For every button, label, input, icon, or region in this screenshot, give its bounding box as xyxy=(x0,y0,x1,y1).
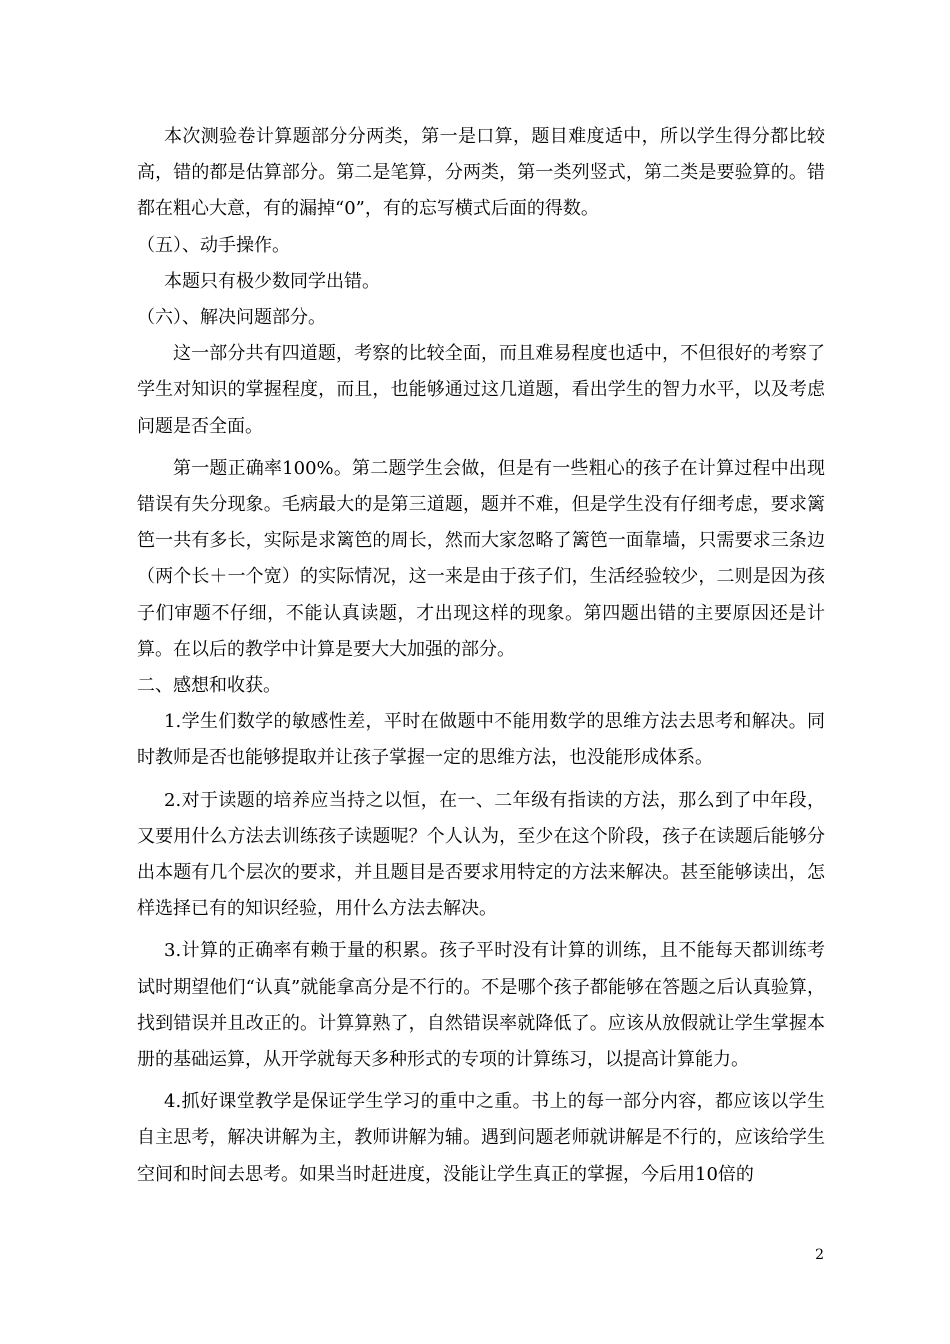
heading-problem-solving: （六）、解决问题部分。 xyxy=(137,307,326,329)
paragraph-problem-overview: 这一部分共有四道题，考察的比较全面，而且难易程度也适中，不但很好的考察了学生对知识的掌握程度，而且，也能够通过这几道题，看出学生的智力水平，以及考虑问题是否全面。 xyxy=(137,343,825,437)
paragraph-reflection-2: 2.对于读题的培养应当持之以恒，在一、二年级有指读的方法，那么到了中年段，又要用什么方法去训练孩子读题呢？个人认为，至少在这个阶段，孩子在读题后能够分出本题有几个层次的要求，并且题目是否要求用特定的方法来解决。甚至能够读出，怎样选择已有的知识经验，用什么方法去解决。 xyxy=(137,789,825,920)
paragraph-reflection-1: 1.学生们数学的敏感性差，平时在做题中不能用数学的思维方法去思考和解决。同时教师是否也能够提取并让孩子掌握一定的思维方法，也没能形成体系。 xyxy=(137,711,825,769)
heading-reflections: 二、感想和收获。 xyxy=(137,675,281,697)
paragraph-problem-details: 第一题正确率100%。第二题学生会做，但是有一些粗心的孩子在计算过程中出现错误有失分现象。毛病最大的是第三道题，题并不难，但是学生没有仔细考虑，要求篱笆一共有多长，实际是求篱笆的周长，然而大家忽略了篱笆一面靠墙，只需要求三条边（两个长＋一个宽）的实际情况，这一来是由于孩子们，生活经验较少，二则是因为孩子们审题不仔细，不能认真读题，才出现这样的现象。第四题出错的主要原因还是计算。在以后的教学中计算是要大大加强的部分。 xyxy=(137,457,825,660)
page-number: 2 xyxy=(815,1247,824,1263)
paragraph-reflection-4: 4.抓好课堂教学是保证学生学习的重中之重。书上的每一部分内容，都应该以学生自主思考，解决讲解为主，教师讲解为辅。遇到问题老师就讲解是不行的，应该给学生空间和时间去思考。如果当时赶进度，没能让学生真正的掌握，今后用10倍的 xyxy=(137,1091,825,1185)
document-body xyxy=(137,119,825,1193)
paragraph-reflection-3: 3.计算的正确率有赖于量的积累。孩子平时没有计算的训练，且不能每天都训练考试时期望他们“认真”就能拿高分是不行的。不是哪个孩子都能够在答题之后认真验算，找到错误并且改正的。计算算熟了，自然错误率就降低了。应该从放假就让学生掌握本册的基础运算，从开学就每天多种形式的专项的计算练习，以提高计算能力。 xyxy=(137,940,825,1071)
heading-hands-on: （五）、动手操作。 xyxy=(137,234,290,256)
paragraph-calculation: 本次测验卷计算题部分分两类，第一是口算，题目难度适中，所以学生得分都比较高，错的都是估算部分。第二是笔算，分两类，第一类列竖式，第二类是要验算的。错都在粗心大意，有的漏掉“0”，有的忘写横式后面的得数。 xyxy=(137,126,825,220)
paragraph-hands-on: 本题只有极少数同学出错。 xyxy=(164,270,380,292)
